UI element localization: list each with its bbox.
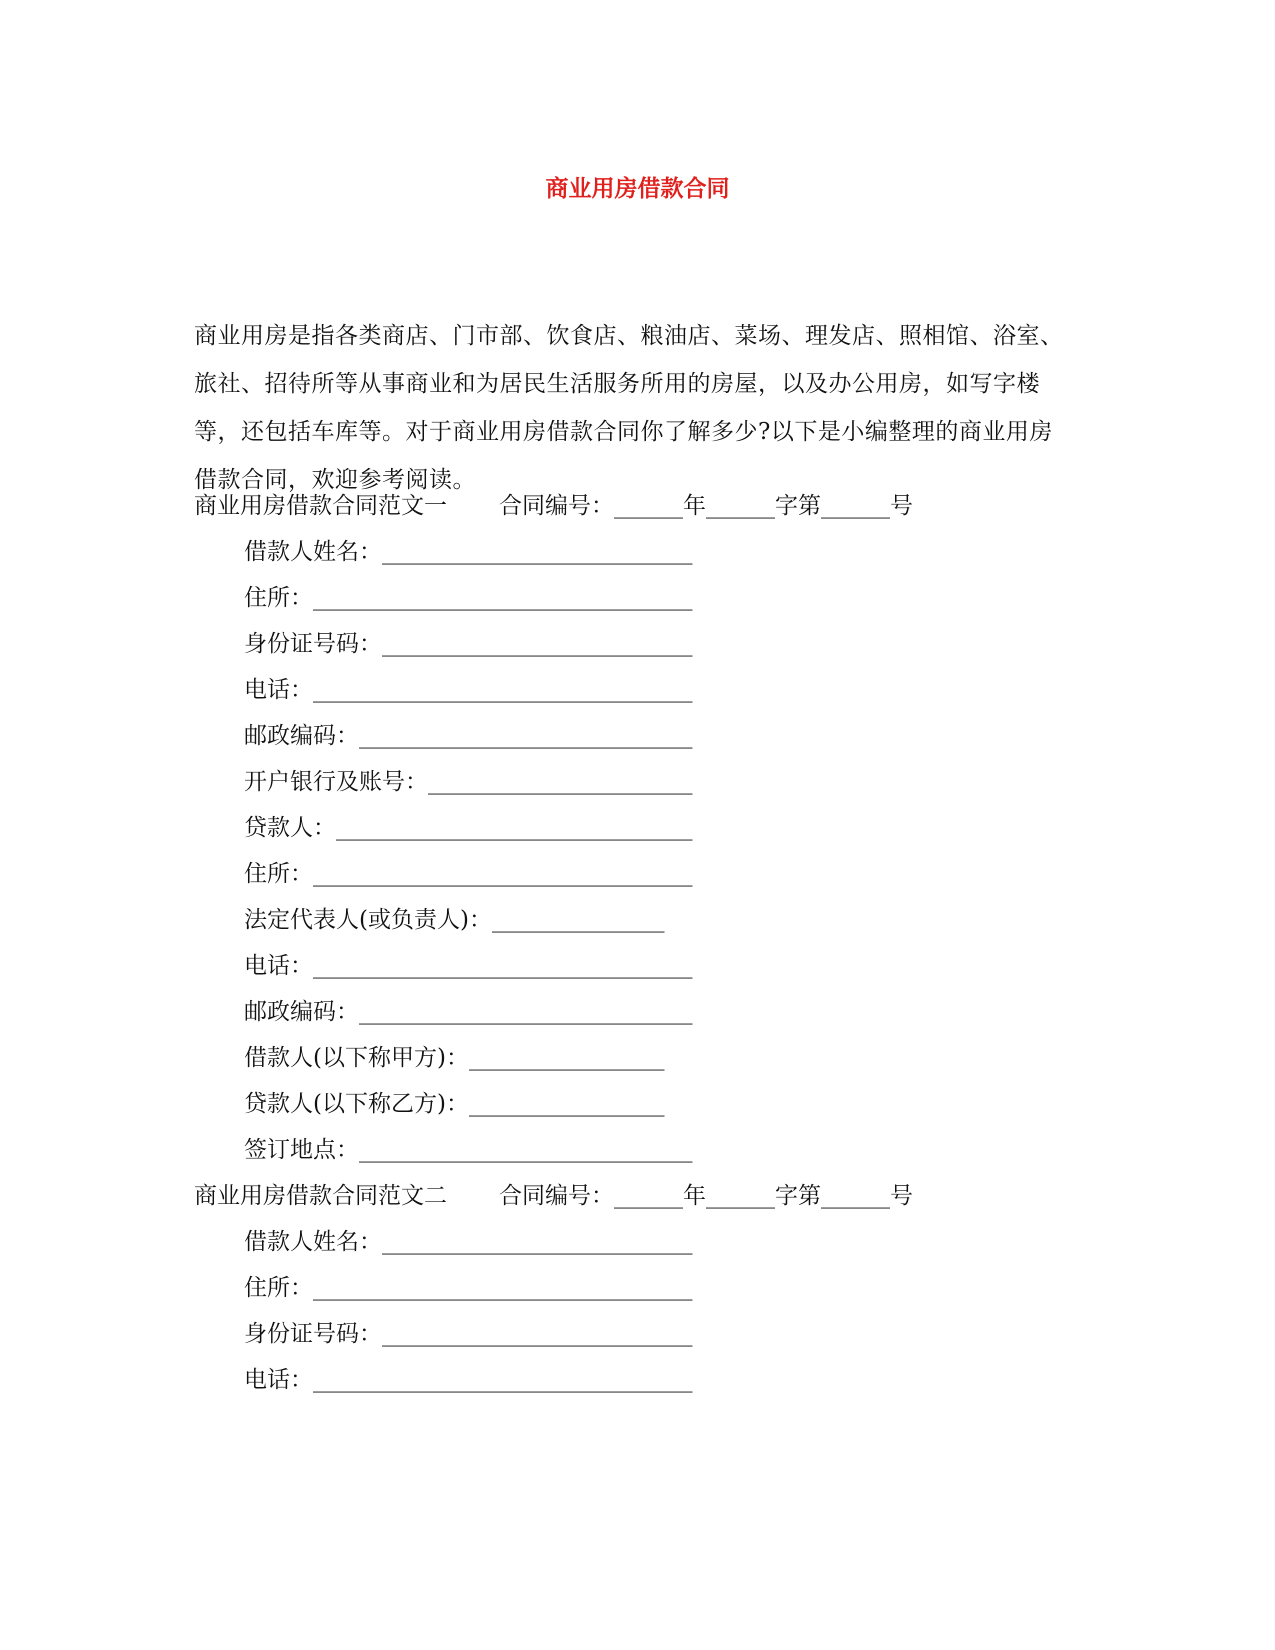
field-phone: 电话：_________________________________ <box>244 1367 693 1393</box>
field-borrower-name: 借款人姓名：___________________________ <box>244 1229 693 1255</box>
contract-number-line: 合同编号：______年______字第______号 <box>499 1183 913 1209</box>
field-legal-representative: 法定代表人(或负责人)：_______________ <box>244 907 665 933</box>
field-lender-phone: 电话：_________________________________ <box>244 953 693 979</box>
field-id-number: 身份证号码：___________________________ <box>244 631 693 657</box>
document-title: 商业用房借款合同 <box>545 175 730 202</box>
field-lender-postal-code: 邮政编码：_____________________________ <box>244 999 693 1025</box>
section-header-2 <box>194 1176 913 1216</box>
field-borrower-address: 住所：_________________________________ <box>244 1275 693 1301</box>
field-signing-place: 签订地点：_____________________________ <box>244 1137 693 1163</box>
field-postal-code: 邮政编码：_____________________________ <box>244 723 693 749</box>
section-title: 商业用房借款合同范文二 <box>194 1183 447 1209</box>
field-party-b: 贷款人(以下称乙方)：_________________ <box>244 1091 665 1117</box>
contract-number-line: 合同编号：______年______字第______号 <box>499 493 913 519</box>
section-title: 商业用房借款合同范文一 <box>194 493 447 519</box>
field-phone: 电话：_________________________________ <box>244 677 693 703</box>
intro-paragraph: 商业用房是指各类商店、门市部、饮食店、粮油店、菜场、理发店、照相馆、浴室、旅社、招待所等从事商业和为居民生活服务所用的房屋，以及办公用房，如写字楼等，还包括车库等。对于商业用房借款合同你了解多少?以下是小编整理的商业用房借款合同，欢迎参考阅读。 <box>194 323 1064 493</box>
field-bank-account: 开户银行及账号：_______________________ <box>244 769 693 795</box>
field-party-a: 借款人(以下称甲方)：_________________ <box>244 1045 665 1071</box>
field-id-number: 身份证号码：___________________________ <box>244 1321 693 1347</box>
field-lender: 贷款人：_______________________________ <box>244 815 693 841</box>
field-lender-address: 住所：_________________________________ <box>244 861 693 887</box>
field-borrower-name: 借款人姓名：___________________________ <box>244 539 693 565</box>
section-header-1 <box>194 486 913 526</box>
field-borrower-address: 住所：_________________________________ <box>244 585 693 611</box>
